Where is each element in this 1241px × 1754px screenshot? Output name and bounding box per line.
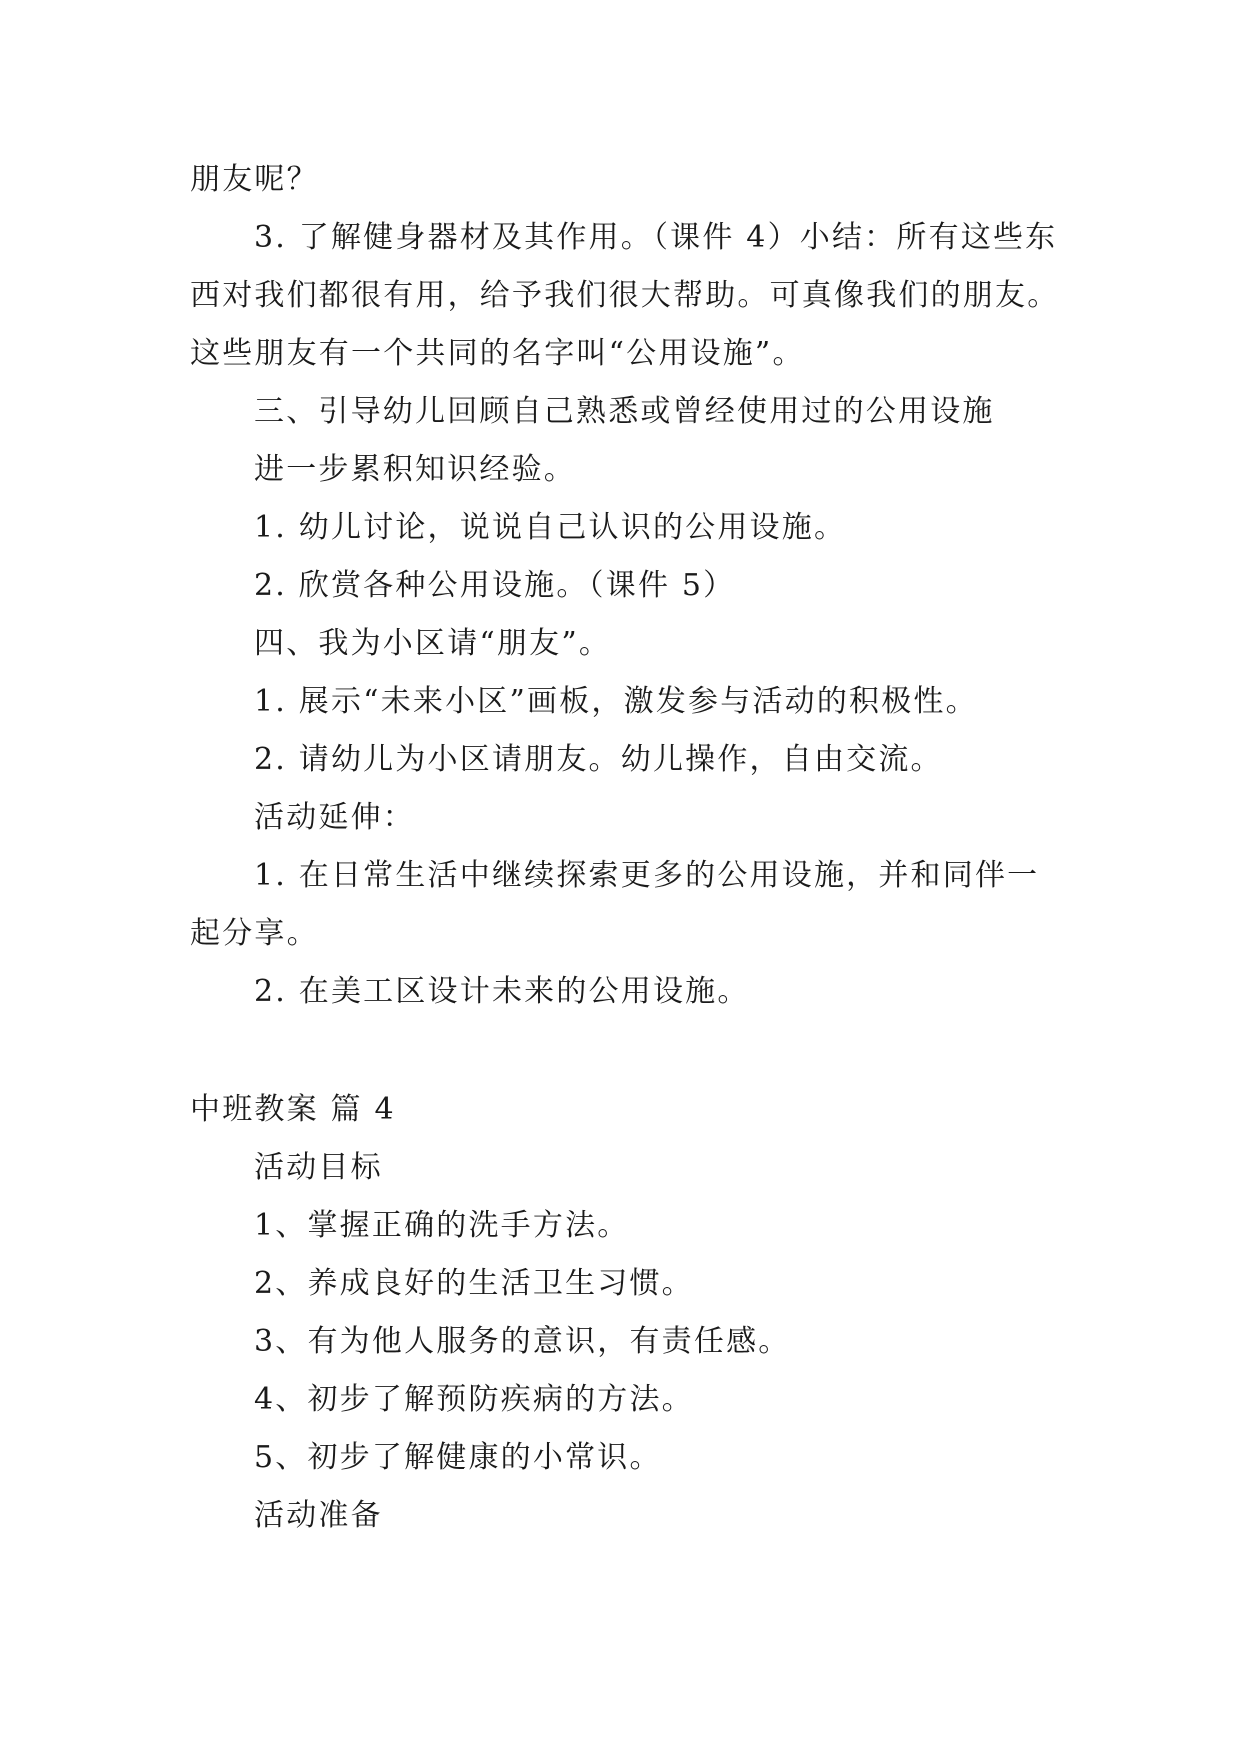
- section-heading: 活动目标: [254, 1150, 383, 1185]
- document-title: 中班教案 篇 4: [190, 1092, 396, 1127]
- text-line: 1. 在日常生活中继续探索更多的公用设施，并和同伴一: [254, 858, 1040, 893]
- text-line: 2. 在美工区设计未来的公用设施。: [254, 974, 750, 1009]
- list-item: 5、初步了解健康的小常识。: [254, 1440, 662, 1475]
- text-line: 1. 展示“未来小区”画板，激发参与活动的积极性。: [254, 684, 978, 719]
- list-item: 3、有为他人服务的意识，有责任感。: [254, 1324, 791, 1359]
- section-heading: 四、我为小区请“朋友”。: [254, 626, 612, 661]
- text-line: 这些朋友有一个共同的名字叫“公用设施”。: [190, 336, 805, 371]
- text-line: 朋友呢？: [190, 162, 319, 197]
- list-item: 1、掌握正确的洗手方法。: [254, 1208, 630, 1243]
- section-heading: 三、引导幼儿回顾自己熟悉或曾经使用过的公用设施: [254, 394, 995, 429]
- text-line: 进一步累积知识经验。: [254, 452, 576, 487]
- text-line: 西对我们都很有用，给予我们很大帮助。可真像我们的朋友。: [190, 278, 1060, 313]
- list-item: 2、养成良好的生活卫生习惯。: [254, 1266, 694, 1301]
- list-item: 4、初步了解预防疾病的方法。: [254, 1382, 694, 1417]
- section-heading: 活动准备: [254, 1498, 383, 1533]
- text-line: 2. 请幼儿为小区请朋友。幼儿操作，自由交流。: [254, 742, 943, 777]
- text-line: 起分享。: [190, 916, 319, 951]
- text-line: 3. 了解健身器材及其作用。（课件 4）小结：所有这些东: [254, 220, 1058, 255]
- text-line: 2. 欣赏各种公用设施。（课件 5）: [254, 568, 736, 603]
- section-heading: 活动延伸：: [254, 800, 415, 835]
- text-line: 1. 幼儿讨论，说说自己认识的公用设施。: [254, 510, 847, 545]
